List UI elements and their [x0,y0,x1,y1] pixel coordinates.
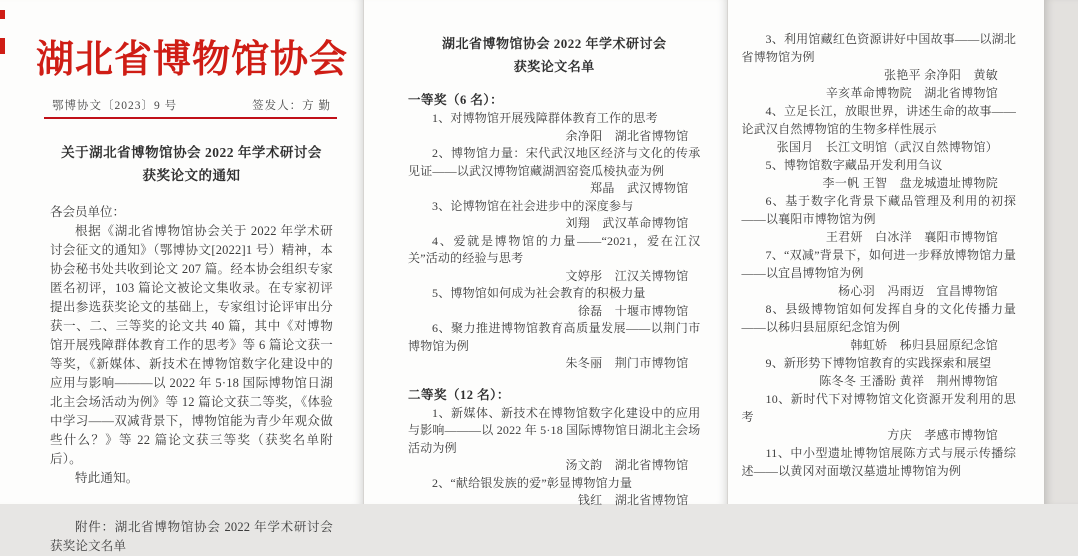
award-list-title-line2: 获奖论文名单 [513,59,595,74]
paper-authors: 方庆 孝感市博物馆 [887,428,999,442]
award-list-page-2 [727,0,1045,504]
scan-artifact [0,38,5,54]
first-prize-list [408,110,701,373]
award-list-title [408,32,701,78]
paper-title: 1、新媒体、新技术在博物馆数字化建设中的应用与影响———以 2022 年 5·18 国际博物馆日湖北主会场活动为例 [408,405,701,455]
paper-title: 2、博物馆力量：宋代武汉地区经济与文化的传承见证——以武汉博物馆藏湖泗窑瓷瓜棱执壶为例 [408,146,701,178]
paper-item [742,102,1017,156]
paper-authors: 文婷彤 江汉关博物馆 [565,268,689,283]
paper-title: 10、新时代下对博物馆文化资源开发利用的思考 [741,392,1017,424]
paper-title: 2、“献给银发族的爱”彰显博物馆力量 [432,475,633,490]
paper-authors: 汤文韵 湖北省博物馆 [565,458,689,472]
paper-item [742,246,1017,300]
paper-authors: 朱冬丽 荆门市博物馆 [565,356,689,370]
paper-authors: 钱红 湖北省博物馆 [577,493,689,507]
scan-background-edge [1044,0,1078,504]
notice-paragraph: 根据《湖北省博物馆协会关于 2022 年学术研讨会征文的通知》（鄂博协文[2022]1 号）精神，本协会秘书处共收到论文 207 篇。经本协会组织专家匿名初评，103 篇论文被论文集收录。在专家初评提出参选获奖论文的基础上，专家组讨论评审出分获一、二、三等奖的论文共 40 篇，其中《对博物馆开展残障群体教育工作的思考》等 6 篇论文获一等奖，《新媒体、新技术在博物馆数字化建设中的应用与影响———以 2022 年 5·18 国际博物馆日湖北主会场活动为例》等 12 篇论文获二等奖，《体验中学习——双减背景下，博物馆能为青少年观众做些什么？》等 22 篇论文获三等奖（获奖名单附后）。 [50,224,333,466]
paper-item [742,192,1017,246]
scan-artifact [0,10,5,19]
first-prize-heading: 一等奖（6 名）： [408,93,504,107]
paper-title: 3、利用馆藏红色资源讲好中国故事——以湖北省博物馆为例 [741,32,1017,64]
paper-authors: 陈冬冬 王潘盼 黄祥 荆州博物馆 [819,374,999,388]
paper-title: 4、立足长江，放眼世界，讲述生命的故事——论武汉自然博物馆的生物多样性展示 [741,104,1017,136]
notice-title-line1: 关于湖北省博物馆协会 2022 年学术研讨会 [61,145,322,160]
paper-item [742,156,1017,192]
salutation: 各会员单位： [50,205,126,219]
paper-title: 5、博物馆数字藏品开发利用刍议 [765,158,943,172]
doc-meta-row [52,97,331,113]
paper-title: 1、对博物馆开展残障群体教育工作的思考 [432,111,658,125]
paper-authors: 郑晶 武汉博物馆 [590,181,689,195]
paper-item [742,390,1017,444]
award-list-title-line1: 湖北省博物馆协会 2022 年学术研讨会 [442,36,667,51]
paper-item [408,233,701,286]
second-prize-heading: 二等奖（12 名）： [408,387,510,402]
paper-item [408,145,701,198]
paper-authors: 张国月 长江文明馆（武汉自然博物馆） [776,140,999,154]
paper-item [408,110,701,145]
paper-authors: 张艳平 余净阳 黄敏 [884,68,999,82]
paper-title: 11、中小型遗址博物馆展陈方式与展示传播综述——以黄冈对面墩汉墓遗址博物馆为例 [741,446,1017,478]
paper-item [408,475,701,510]
paper-item [742,354,1017,390]
paper-item [408,198,701,233]
issuer-name: 签发人：方 勤 [252,100,331,112]
paper-title: 4、爱就是博物馆的力量——“2021，爱在江汉关”活动的经验与思考 [408,233,701,265]
paper-title: 5、博物馆如何成为社会教育的积极力量 [432,286,646,300]
paper-authors: 刘翔 武汉革命博物馆 [565,216,689,230]
paper-title: 9、新形势下博物馆教育的实践探索和展望 [765,356,992,370]
paper-title: 6、聚力推进博物馆教育高质量发展——以荆门市博物馆为例 [408,321,701,353]
notice-title-line2: 获奖论文的通知 [142,168,241,183]
red-divider [44,117,337,119]
paper-item [742,30,1017,102]
closing-line: 特此通知。 [75,471,139,485]
paper-authors: 余净阳 湖北省博物馆 [565,128,689,143]
letterhead-title: 湖北省博物馆协会 [36,39,349,81]
paper-item [742,300,1017,354]
paper-item [742,444,1017,480]
paper-title: 6、基于数字化背景下藏品管理及利用的初探——以襄阳市博物馆为例 [741,194,1017,226]
award-list-page-1 [363,0,727,507]
paper-authors: 王君妍 白冰洋 襄阳市博物馆 [825,230,999,244]
attachment-line: 附件：湖北省博物馆协会 2022 年学术研讨会获奖论文名单 [50,520,333,553]
notice-page [0,0,363,553]
paper-authors: 李一帆 王智 盘龙城遗址博物院 [822,176,999,190]
paper-title: 3、论博物馆在社会进步中的深度参与 [432,198,634,213]
paper-authors: 韩虹娇 秭归县屈原纪念馆 [850,338,999,352]
paper-item [408,285,701,320]
paper-item [408,320,701,373]
second-prize-list [408,405,701,510]
paper-authors: 杨心羽 冯雨迈 宜昌博物馆 [838,284,999,298]
second-prize-list-continued [742,30,1017,480]
paper-item [408,405,701,475]
paper-authors: 徐磊 十堰市博物馆 [577,303,689,318]
paper-title: 8、县级博物馆如何发挥自身的文化传播力量——以秭归县屈原纪念馆为例 [741,302,1017,334]
doc-number: 鄂博协文〔2023〕9 号 [52,100,178,112]
paper-authors: 辛亥革命博物院 湖北省博物馆 [825,86,999,100]
notice-title [50,141,333,187]
paper-title: 7、“双减”背景下，如何进一步释放博物馆力量——以宜昌博物馆为例 [741,248,1017,280]
